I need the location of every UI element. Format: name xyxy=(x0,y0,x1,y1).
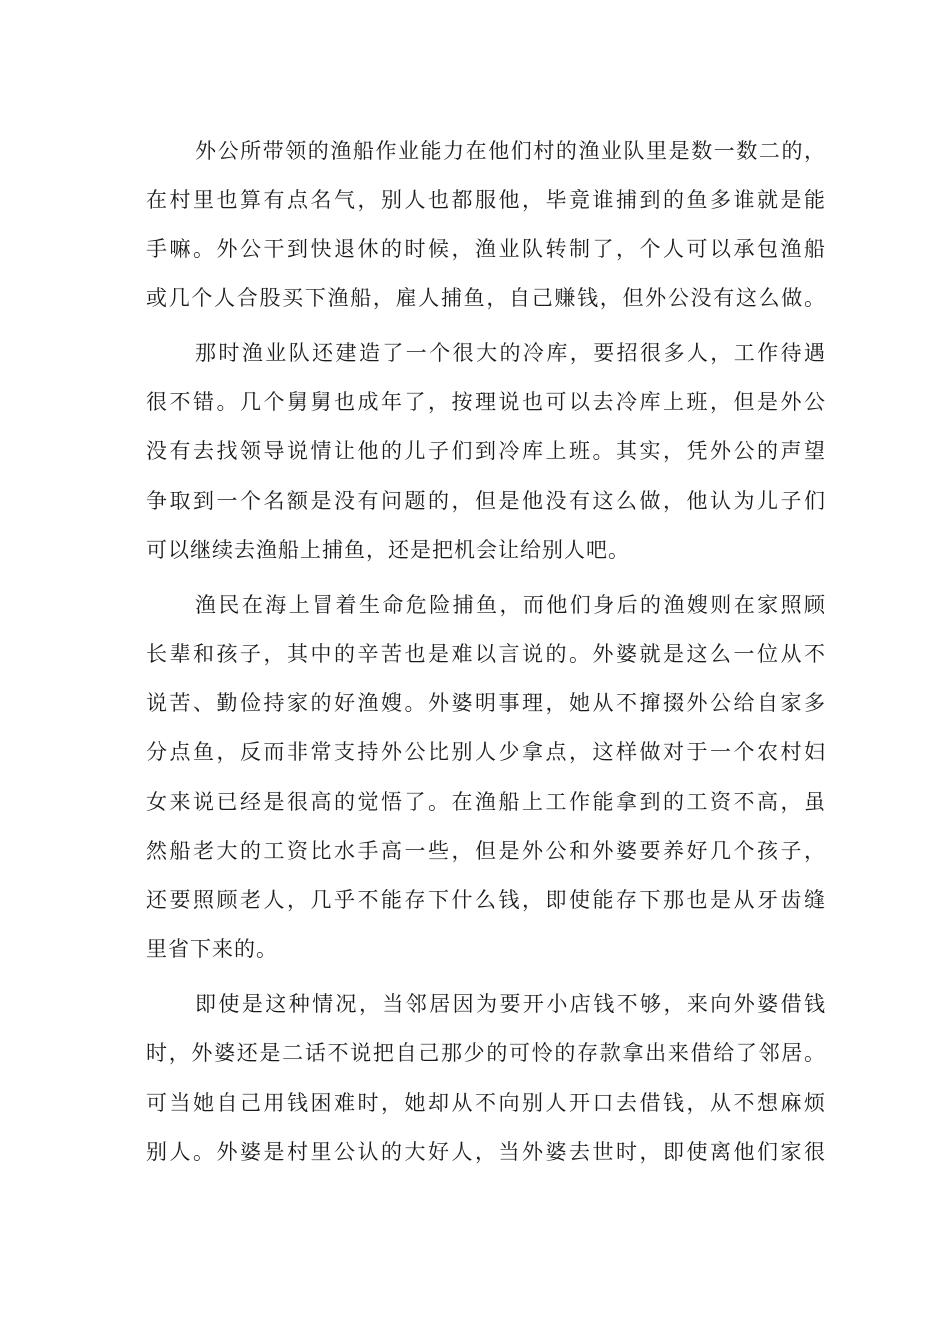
text-line: 说苦、勤俭持家的好渔嫂。外婆明事理，她从不撺掇外公给自家多 xyxy=(146,691,826,715)
text-line: 可以继续去渔船上捕鱼，还是把机会让给别人吧。 xyxy=(146,538,630,562)
text-line: 长辈和孩子，其中的辛苦也是难以言说的。外婆就是这么一位从不 xyxy=(146,642,826,666)
text-line: 女来说已经是很高的觉悟了。在渔船上工作能拿到的工资不高，虽 xyxy=(146,790,826,814)
text-line: 手嘛。外公干到快退休的时候，渔业队转制了，个人可以承包渔船 xyxy=(146,237,826,261)
text-line: 别人。外婆是村里公认的大好人，当外婆去世时，即使离他们家很 xyxy=(146,1140,826,1164)
text-line: 或几个人合股买下渔船，雇人捕鱼，自己赚钱，但外公没有这么做。 xyxy=(146,286,826,310)
text-line: 在村里也算有点名气，别人也都服他，毕竟谁捕到的鱼多谁就是能 xyxy=(146,188,826,212)
text-line: 很不错。几个舅舅也成年了，按理说也可以去冷库上班，但是外公 xyxy=(146,390,826,414)
text-line: 渔民在海上冒着生命危险捕鱼，而他们身后的渔嫂则在家照顾 xyxy=(195,593,826,617)
text-line: 里省下来的。 xyxy=(146,937,278,961)
text-line: 还要照顾老人，几乎不能存下什么钱，即使能存下那也是从牙齿缝 xyxy=(146,888,826,912)
text-line: 然船老大的工资比水手高一些，但是外公和外婆要养好几个孩子， xyxy=(146,839,826,863)
text-line: 没有去找领导说情让他的儿子们到冷库上班。其实，凭外公的声望 xyxy=(146,439,826,463)
text-line: 外公所带领的渔船作业能力在他们村的渔业队里是数一数二的， xyxy=(195,139,826,163)
text-line: 分点鱼，反而非常支持外公比别人少拿点，这样做对于一个农村妇 xyxy=(146,740,826,764)
text-line: 那时渔业队还建造了一个很大的冷库，要招很多人，工作待遇 xyxy=(195,341,826,365)
text-line: 可当她自己用钱困难时，她却从不向别人开口去借钱，从不想麻烦 xyxy=(146,1091,826,1115)
text-line: 时，外婆还是二话不说把自己那少的可怜的存款拿出来借给了邻居。 xyxy=(146,1041,826,1065)
text-line: 即使是这种情况，当邻居因为要开小店钱不够，来向外婆借钱 xyxy=(195,992,826,1016)
text-line: 争取到一个名额是没有问题的，但是他没有这么做，他认为儿子们 xyxy=(146,489,826,513)
